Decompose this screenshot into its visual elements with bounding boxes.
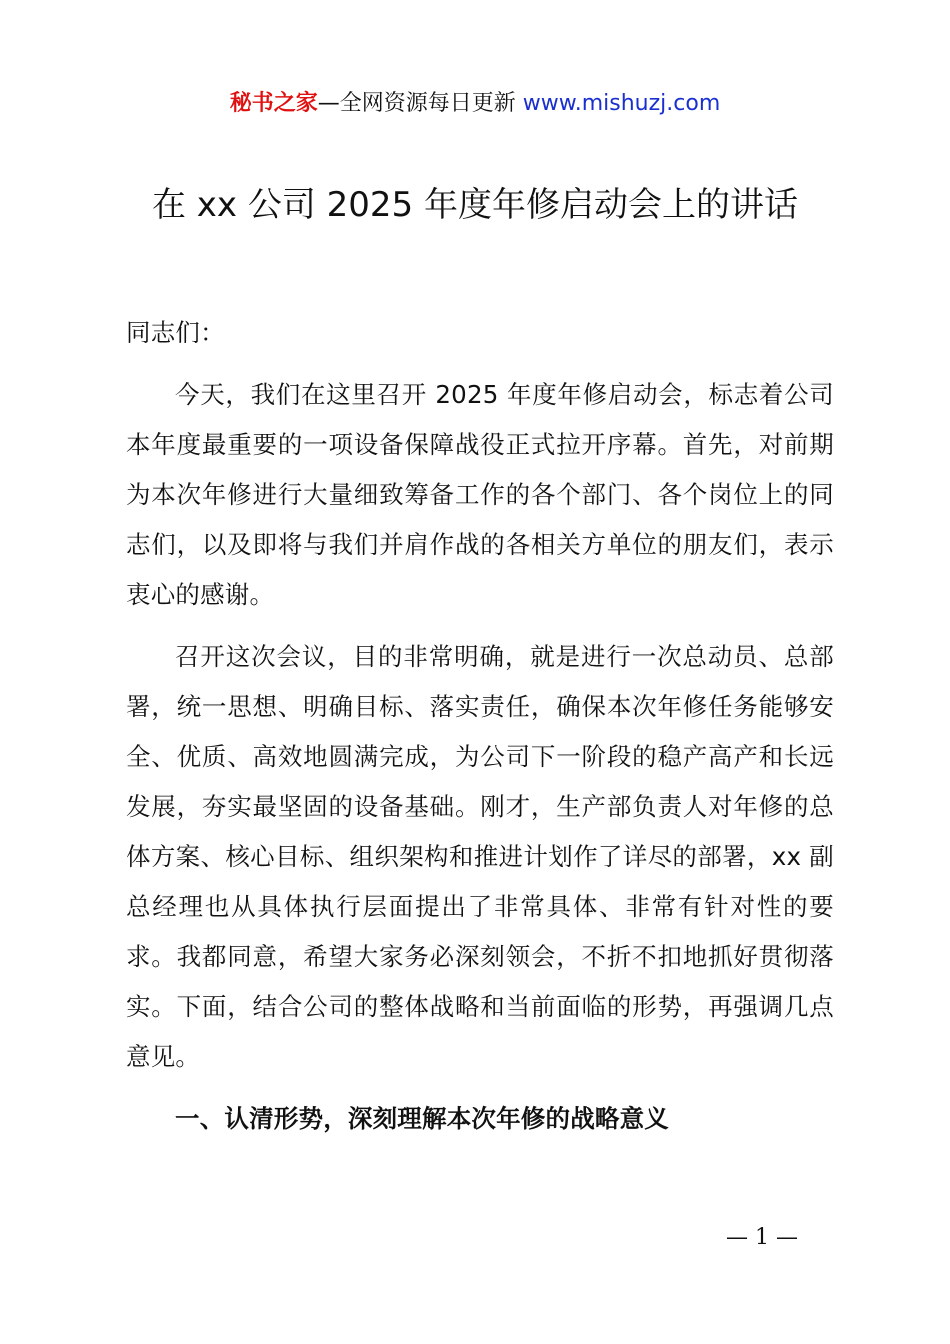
section-heading: 一、认清形势，深刻理解本次年修的战略意义 (175, 1104, 669, 1133)
page-number: — 1 — (726, 1225, 798, 1250)
site-header (0, 88, 950, 120)
paragraph-1: 今天，我们在这里召开 2025 年度年修启动会，标志着公司本年度最重要的一项设备保障战役正式拉开序幕。首先，对前期为本次年修进行大量细致筹备工作的各个部门、各个岗位上的同志们，以及即将与我们并肩作战的各相关方单位的朋友们，表示衷心的感谢。 (126, 380, 834, 609)
document-title: 在 xx 公司 2025 年度年修启动会上的讲话 (152, 185, 798, 225)
site-name: 秘书之家 (229, 91, 318, 116)
paragraph-2: 召开这次会议，目的非常明确，就是进行一次总动员、总部署，统一思想、明确目标、落实责任，确保本次年修任务能够安全、优质、高效地圆满完成，为公司下一阶段的稳产高产和长远发展，夯实最坚固的设备基础。刚才，生产部负责人对年修的总体方案、核心目标、组织架构和推进计划作了详尽的部署，xx 副总经理也从具体执行层面提出了非常具体、非常有针对性的要求。我都同意，希望大家务必深刻领会，不折不扣地抓好贯彻落实。下面，结合公司的整体战略和当前面临的形势，再强调几点意见。 (126, 642, 834, 1071)
salutation: 同志们： (126, 318, 225, 347)
site-tagline: —全网资源每日更新 (317, 91, 523, 116)
site-url-link[interactable]: www.mishuzj.com (522, 91, 721, 116)
document-body (126, 308, 834, 1144)
